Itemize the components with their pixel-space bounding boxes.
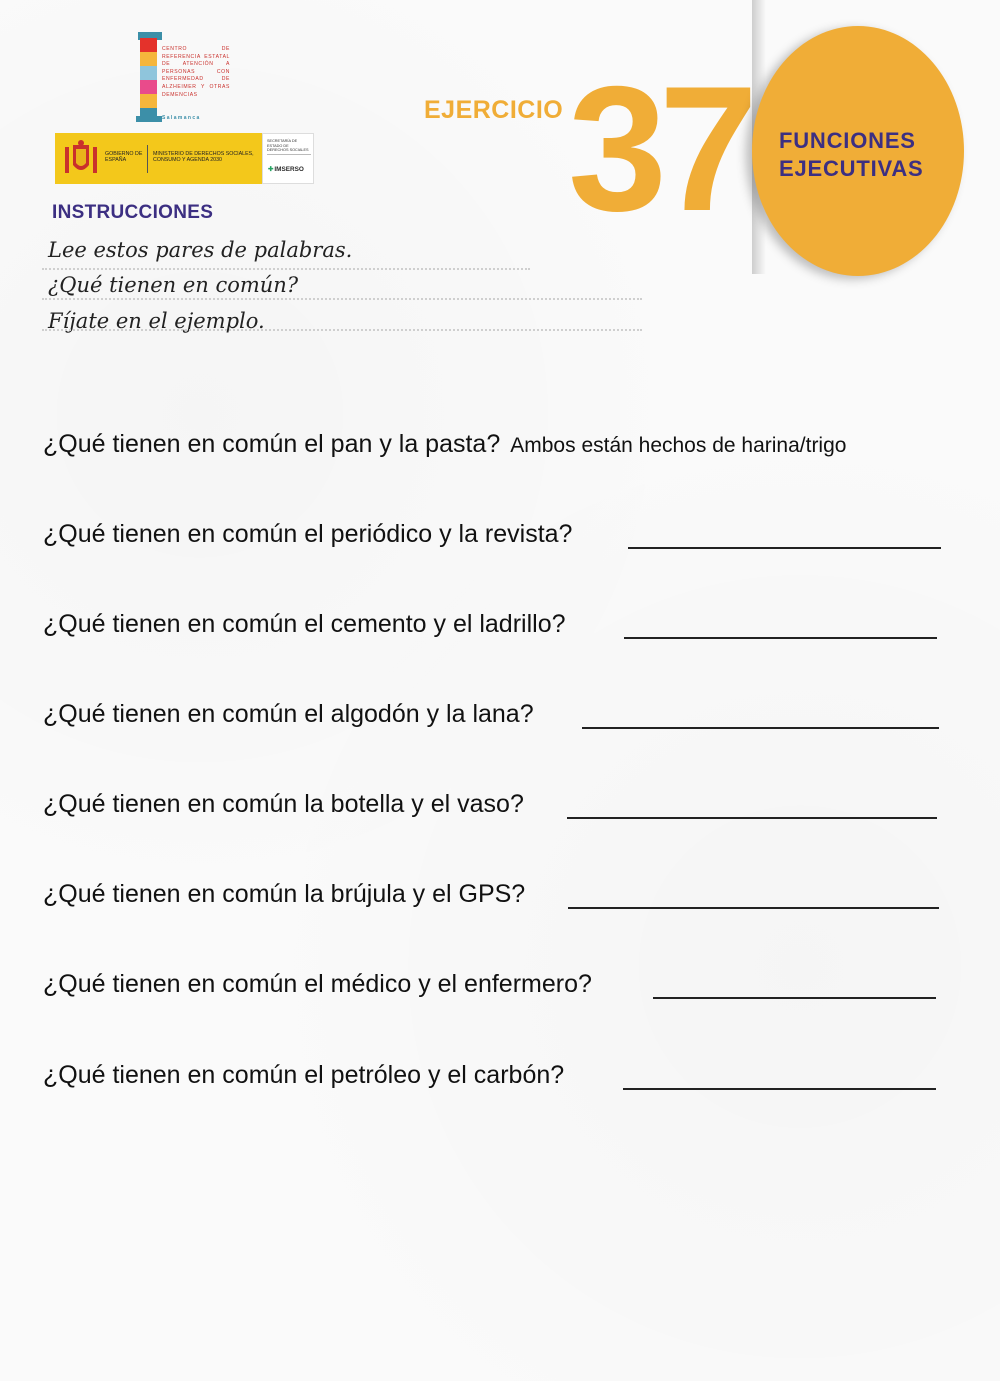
answer-blank[interactable] <box>567 817 937 819</box>
topic-line: EJECUTIVAS <box>779 156 924 181</box>
instructions-title: INSTRUCCIONES <box>52 202 214 223</box>
cre-logo-city: Salamanca <box>162 115 201 121</box>
imserso-logo <box>262 133 314 184</box>
answer-blank[interactable] <box>582 727 939 729</box>
question-example <box>43 430 846 459</box>
question-text: ¿Qué tienen en común el periódico y la revista? <box>43 520 573 548</box>
secretaria-label: SECRETARÍA DE ESTADO DE DERECHOS SOCIALES <box>267 139 309 153</box>
question-text: ¿Qué tienen en común el cemento y el ladrillo? <box>43 610 566 638</box>
instruction-line: ¿Qué tienen en común? <box>48 273 299 297</box>
logo-block <box>140 52 157 66</box>
answer-blank[interactable] <box>623 1088 936 1090</box>
logo-block <box>140 66 157 80</box>
answer-blank[interactable] <box>624 637 937 639</box>
answer-blank[interactable] <box>653 997 936 999</box>
logo-block <box>140 80 157 94</box>
cre-logo-text: CENTRO DE REFERENCIA ESTATAL DE ATENCIÓN A PERSONAS CON ENFERMEDAD DE ALZHEIMER Y OTRAS DEMENCIAS <box>162 46 230 98</box>
ejercicio-label: EJERCICIO <box>424 96 564 124</box>
topic-line: FUNCIONES <box>779 128 916 153</box>
logo-block <box>140 38 157 52</box>
gobierno-label: GOBIERNO DE ESPAÑA <box>105 151 143 164</box>
dotted-rule <box>42 268 530 270</box>
question-text: ¿Qué tienen en común el médico y el enfermero? <box>43 970 592 998</box>
imserso-figure-icon: ✚ <box>268 166 274 173</box>
answer-blank[interactable] <box>628 547 941 549</box>
ministerio-label: MINISTERIO DE DERECHOS SOCIALES, CONSUMO Y AGENDA 2030 <box>153 151 254 164</box>
question-text: ¿Qué tienen en común el pan y la pasta? <box>43 430 501 458</box>
question-text: ¿Qué tienen en común la botella y el vaso? <box>43 790 524 818</box>
question-text: ¿Qué tienen en común la brújula y el GPS? <box>43 880 526 908</box>
gobierno-banner <box>55 133 262 184</box>
logo-bar-base <box>136 116 162 122</box>
logo-color-column <box>140 38 157 124</box>
cre-alzheimer-logo <box>134 30 229 126</box>
dotted-rule <box>42 329 642 331</box>
dotted-rule <box>42 298 642 300</box>
logo-block <box>140 94 157 108</box>
question-text: ¿Qué tienen en común el algodón y la lana? <box>43 700 534 728</box>
topic-title <box>779 127 959 183</box>
instruction-line: Fíjate en el ejemplo. <box>48 309 265 333</box>
imserso-wordmark <box>268 165 304 173</box>
coat-of-arms-icon <box>63 139 99 179</box>
instruction-line: Lee estos pares de palabras. <box>48 238 353 262</box>
imserso-divider <box>267 154 311 155</box>
banner-divider <box>147 145 148 173</box>
imserso-label: IMSERSO <box>274 166 304 173</box>
answer-blank[interactable] <box>568 907 939 909</box>
exercise-number: 37 <box>568 49 750 248</box>
question-text: ¿Qué tienen en común el petróleo y el carbón? <box>43 1061 565 1089</box>
example-answer: Ambos están hechos de harina/trigo <box>510 434 847 457</box>
